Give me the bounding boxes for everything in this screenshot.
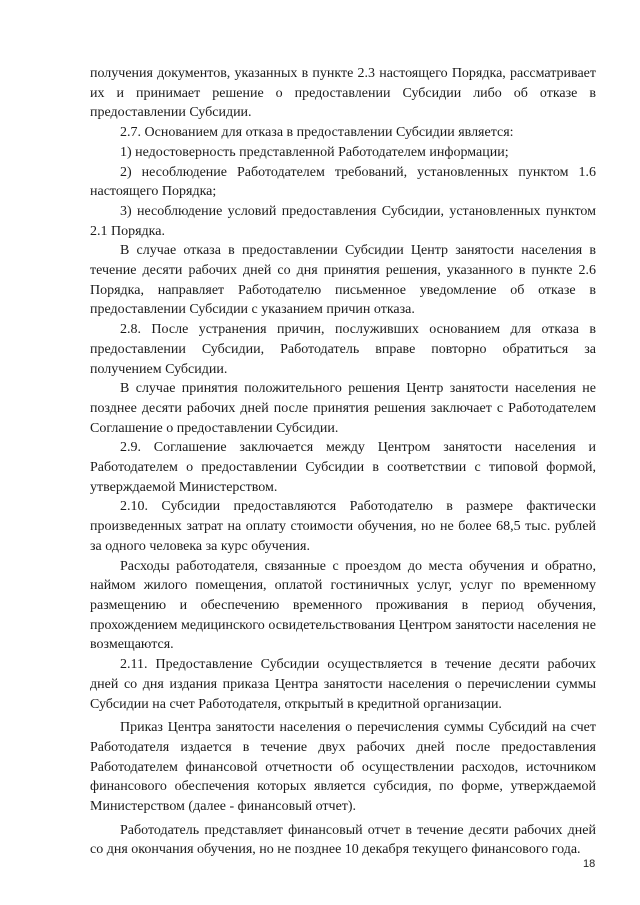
paragraph-2-7: 2.7. Основанием для отказа в предоставлении Субсидии является: bbox=[120, 125, 514, 141]
paragraph-2-11: 2.11. Предоставление Субсидии осуществляется в течение десяти рабочих дней со дня издания приказа Центра занятости населения о перечислении суммы Субсидии на счет Работодателя, открытый в кредитной организации. bbox=[90, 657, 596, 712]
paragraph-expenses: Расходы работодателя, связанные с проездом до места обучения и обратно, наймом жилого помещения, оплатой гостиничных услуг, услуг по временному размещению и обеспечению временного проживания в период обучения, прохождением медицинского освидетельствования Центром занятости населения не возмещаются. bbox=[90, 558, 596, 653]
list-item-1: 1) недостоверность представленной Работодателем информации; bbox=[120, 144, 509, 160]
paragraph-2-8: 2.8. После устранения причин, послуживших основанием для отказа в предоставлении Субсидии, Работодатель вправе повторно обратиться за получением Субсидии. bbox=[90, 322, 596, 377]
paragraph-continuation: получения документов, указанных в пункте 2.3 настоящего Порядка, рассматривает их и принимает решение о предоставлении Субсидии либо об отказе в предоставлении Субсидии. bbox=[90, 66, 596, 121]
list-item-3: 3) несоблюдение условий предоставления Субсидии, установленных пунктом 2.1 Порядка. bbox=[90, 203, 596, 239]
paragraph-2-9: 2.9. Соглашение заключается между Центром занятости населения и Работодателем о предоставлении Субсидии в соответствии с типовой формой, утверждаемой Министерством. bbox=[90, 440, 596, 495]
paragraph-report: Работодатель представляет финансовый отчет в течение десяти рабочих дней со дня окончания обучения, но не позднее 10 декабря текущего финансового года. bbox=[90, 822, 596, 858]
paragraph-positive-decision: В случае принятия положительного решения Центр занятости населения не позднее десяти рабочих дней после принятия решения заключает с Работодателем Соглашение о предоставлении Субсидии. bbox=[90, 381, 596, 436]
paragraph-2-10: 2.10. Субсидии предоставляются Работодателю в размере фактически произведенных затрат на оплату стоимости обучения, но не более 68,5 тыс. рублей за одного человека за курс обучения. bbox=[90, 499, 596, 554]
paragraph-order: Приказ Центра занятости населения о перечисления суммы Субсидий на счет Работодателя издается в течение двух рабочих дней после предоставления Работодателем финансовой отчетности об осуществлении расходов, источником финансового обеспечения которых является субсидия, по форме, утверждаемой Министерством (далее - финансовый отчет). bbox=[90, 720, 596, 815]
page-number: 18 bbox=[583, 858, 596, 870]
paragraph-refusal-notice: В случае отказа в предоставлении Субсидии Центр занятости населения в течение десяти рабочих дней со дня принятия решения, указанного в пункте 2.6 Порядка, направляет Работодателю письменное уведомление об отказе в предоставлении Субсидии с указанием причин отказа. bbox=[90, 243, 596, 318]
document-page bbox=[90, 64, 596, 860]
list-item-2: 2) несоблюдение Работодателем требований, установленных пунктом 1.6 настоящего Порядка; bbox=[90, 164, 596, 200]
